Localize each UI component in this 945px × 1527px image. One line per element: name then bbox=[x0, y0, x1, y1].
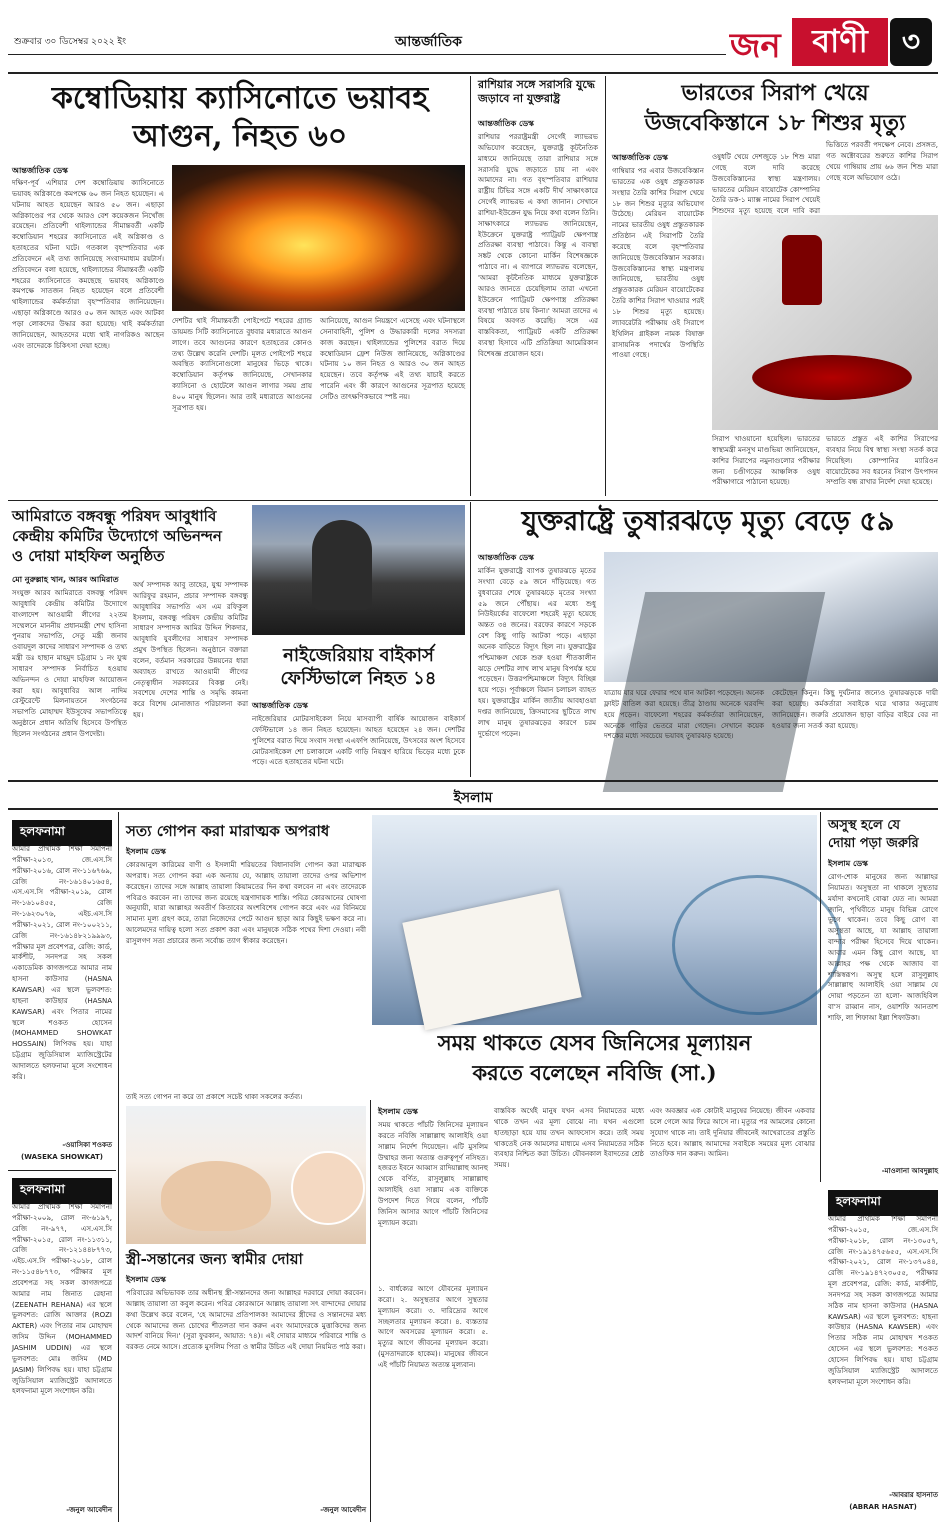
sick-sign: -মাওলানা আবদুল্লাহ bbox=[881, 1167, 938, 1175]
header-rule bbox=[8, 54, 726, 55]
affidavit-1-body: আমার প্রাথমিক শিক্ষা সমাপনী পরীক্ষা-২০১৩, জে.এস.সি পরীক্ষা-২০১৬, রোল নং-১১৬৭৬৯, রেজি নং-১৬১৪০১৬৫৪, এস.এস.সি পরীক্ষা-২০১৯, রোল নং-১৬১০৪৫৫, রেজি নং-১৬২৩০৭৬, এইচ.এস.সি পরীক্ষা-২০২১, রোল নং-১০০২১১, রেজি নং-১৬১৪৮২১৯৯৯৩, পরীক্ষার মূল প্রবেশপত্র, রেজি: কার্ড, মার্কশীট, সনদপত্র সহ সকল একাডেমিক কাগজপত্রে আমার নাম হাসনা কাউসার (HASNA KAWSAR) এর স্থলে ভুলবশত: হাছনা কাউছার (HASNA KAWSAR) এবং পিতার নামের স্থলে শওকত হোসেন (MOHAMMED SHOWKAT HOSSAIN) লিপিবদ্ধ হয়। যাহা চট্টগ্রাম জুডিসিয়াল ম্যাজিস্ট্রেটের আদালতে হলফনামা মূলে সংশোধন করি। bbox=[12, 845, 112, 1081]
column-rule bbox=[470, 76, 471, 496]
usa-headline: যুক্তরাষ্ট্রে তুষারঝড়ে মৃত্যু বেড়ে ৫৯ bbox=[521, 506, 895, 537]
affidavit-3-sign-en: (ABRAR HASNAT) bbox=[849, 1503, 917, 1511]
cambodia-body-left: দক্ষিণ-পূর্ব এশিয়ার দেশ কম্বোডিয়ায় ক্যাসিনোতে ভয়াবহ অগ্নিকাণ্ডে কমপক্ষে ৬০ জন নিহত হয়েছেন। এ ঘটনায় আহত হয়েছেন আরও ৫০ জন। এছাড়া অগ্নিকাণ্ডের পর থেকে আরও বেশ কয়েকজন নিখোঁজ রয়েছেন। প্রতিবেশী থাইল্যান্ডের সীমান্তবর্তী একটি কম্বোডিয়ান শহরের ক্যাসিনোতে এই অগ্নিকাণ্ড ও হতাহতের ঘটনা ঘটে। গতকাল বৃহস্পতিবার এক প্রতিবেদনে এই তথ্য জানিয়েছে সংবাদমাধ্যম রয়টার্স। প্রতিবেদনে বলা হয়েছে, থাইল্যান্ডের সীমান্তবর্তী একটি শহরের ক্যাসিনোতে কমছেছে ভয়াবহ অগ্নিকাণ্ডে কমপক্ষে সাতজন নিহত হয়েছেন বলে প্রতিবেশী থাইল্যান্ডের কর্মকর্তারা বৃহস্পতিবার জানিয়েছেন। এছাড়া অগ্নিকাণ্ডে আরও ৫০ জন আহত এবং আটকা পড়া লোকদের উদ্ধার করা হয়েছে। থাই কর্মকর্তারা জানিয়েছেন, আহতদের মধ্যে থাই নাগরিকও আছেন এবং তাদেরকে চিকিৎসা দেয়া হচ্ছে। bbox=[12, 179, 164, 350]
cambodia-byline: আন্তর্জাতিক ডেস্ক bbox=[12, 166, 68, 175]
hadith-byline: ইসলাম ডেস্ক bbox=[378, 1107, 418, 1116]
syrup-body-bottom-1: সিরাপ খাওয়ানো হয়েছিল। ভারতের স্বাস্থ্যমন্ত্রী মনসুখ মাণ্ডভিয়া জানিয়েছেন, কাশির সিরাপের নমুনাগুলোর পরীক্ষার জন্য চণ্ডীগড়ের আঞ্চলিক ওষুধ পরীক্ষাগারে পাঠানো হয়েছে। bbox=[712, 435, 820, 487]
calligraphy-emblem bbox=[672, 875, 842, 1015]
syrup-headline-2: উজবেকিস্তানে ১৮ শিশুর মৃত্যু bbox=[644, 110, 906, 136]
logo-left-text: জন bbox=[730, 26, 781, 66]
usa-body-mid: যাত্রায় যার ঘরে ফেরার পথে যান আটকা পড়েছেন। অনেক ফ্লাইট বাতিল করা হয়েছে। তীব্র ঠাণ্ডায় অনেকে ঘরবন্দি হয়ে পড়েন। বাফেলো শহরের কর্মকর্তারা জানিয়েছেন, অনেকে গাড়ির ভেতরে মারা গেছেন। সেখানে কয়েক দশকের মধ্যে সবচেয়ে ভয়াবহ তুষারঝড় হয়েছে। bbox=[604, 689, 764, 741]
sick-headline-2: দোয়া পড়া জরুরি bbox=[828, 836, 919, 851]
column-rule bbox=[370, 1100, 371, 1522]
wife-body: পরিবারের অভিভাবক তার অধীনস্থ স্ত্রী-সন্তানদের জন্য আল্লাহর দরবারে দোয়া করবেন। আল্লাহ তায়ালা তা কবুল করেন। পবিত্র কোরআনে আল্লাহ তায়ালা সৎ বান্দাদের দোয়ার কথা উল্লেখ করে বলেন, 'হে আমাদের প্রতিপালক! আমাদের স্ত্রীদের ও সন্তানদের মধ্য থেকে আমাদের জন্য চোখের শীতলতা দান করুন এবং আমাদেরকে মুত্তাকিদের জন্য আদর্শ বানিয়ে দিন।' (সুরা ফুরকান, আয়াত: ৭৪)। এই দোয়ার মাধ্যমে পরিবারে শান্তি ও বরকত নেমে আসে। প্রত্যেক মুসলিম পিতা ও স্বামীর উচিত এই দোয়া নিয়মিত পাঠ করা। bbox=[126, 1289, 366, 1352]
usa-body-right: কেটেছেন কিনুন। কিছু দুর্ঘটনার জন্যেও তুষারঝড়কে দায়ী করা হয়েছে। কর্মকর্তারা সবাইকে ঘরে থাকার অনুরোধ জানিয়েছেন। জরুরি প্রয়োজন ছাড়া বাড়ির বাইরে বের না হওয়ার জন্য সতর্ক করা হয়েছে। bbox=[772, 689, 938, 730]
newspaper-logo[interactable] bbox=[730, 18, 930, 68]
sick-body: রোগ-শোক মানুষের জন্য আল্লাহর নিয়ামত। অসুস্থতা না থাকলে সুস্থতার মর্যাদা কখনোই বোঝা যেত না। আমরা জানি, পৃথিবীতে মানুষ বিভিন্ন রোগে ভুগে থাকেন। তবে কিছু রোগ বা অসুস্থতা আছে, যা আল্লাহ তায়ালা বান্দার পরীক্ষা হিসেবে দিয়ে থাকেন। আবার এমন কিছু রোগ আছে, যা আল্লাহর পক্ষ থেকে আজাব বা শাস্তিস্বরূপ। অসুস্থ হলে রাসুলুল্লাহ সাল্লাল্লাহু আলাইহি ওয়া সাল্লাম যে দোয়া পড়তেন তা হলো- আজহিবিল বা'স রাব্বান নাস, ওয়াশফি আনতাশ শাফি, লা শিফাআ ইল্লা শিফাউকা। bbox=[828, 873, 938, 1022]
truth-body: কোরআনুল কারিমের বাণী ও ইসলামী শরিয়তের বিধানাবলি গোপন করা মারাত্মক অপরাধ। সত্য গোপন করা এক অন্যায় যে, আল্লাহ তায়ালা তাদের ওপর অভিশাপ করেছেন। তাদের সঙ্গে আল্লাহ তায়ালা কিয়ামতের দিন কথা বলবেন না এবং তাদেরকে পবিত্রও করবেন না। তাদের জন্য রয়েছে যন্ত্রণাদায়ক শাস্তি। পবিত্র কোরআনের ঘোষণা অনুযায়ী, যারা আল্লাহর অবতীর্ণ কিতাবের অংশবিশেষ গোপন করে এবং এর বিনিময়ে সামান্য মূল্য গ্রহণ করে, তারা নিজেদের পেটে আগুন ছাড়া আর কিছুই ভক্ষণ করে না। আলেমদের দায়িত্ব হলো সত্য প্রকাশ করা এবং মানুষকে সঠিক পথের দিশা দেওয়া। নবী রাসুলগণ সত্য প্রচারের জন্য সর্বোচ্চ ত্যাগ স্বীকার করেছেন। bbox=[126, 861, 366, 945]
syrup-body-right: ভিত্তিতে পরবর্তী পদক্ষেপ নেবে। প্রসঙ্গত, গত অক্টোবরের শুরুতে কাশির সিরাপ খেয়ে গাম্বিয়ায় প্রায় ৬৬ জন শিশু মারা গেছে বলে অভিযোগ ওঠে। bbox=[826, 141, 938, 182]
abudhabi-headline-1: আমিরাতে বঙ্গবন্ধু পরিষদ আবুধাবি bbox=[12, 507, 217, 525]
affidavit-3-body: আমার প্রাথমিক শিক্ষা সমাপনী পরীক্ষা-২০১৫, জে.এস.সি পরীক্ষা-২০১৮, রোল নং-১৩০৫৭, রেজি নং-১৯১৪৭৫৬৫৫, এস.এস.সি পরীক্ষা-২০২১, রোল নং-১৩৭০৪৪, রেজি নং-১৯১৪৭২৩০৫৫, পরীক্ষার মূল প্রবেশপত্র, রেজি: কার্ড, মার্কশীট, সনদপত্র সহ সকল কাগজপত্রে আমার সঠিক নাম হাসনা কাউসার (HASNA KAWSAR) এর স্থলে ভুলবশত: হাছনা কাউছার (HASNA KAWSER) এবং পিতার সঠিক নাম মোহাম্মদ শওকত হোসেন এর স্থলে ভুলবশত: শওকত হোসেন লিপিবদ্ধ হয়। যাহা চট্টগ্রাম জুডিসিয়াল ম্যাজিস্ট্রেট আদালতে হলফনামা মূলে সংশোধন করি। bbox=[828, 1215, 938, 1386]
cambodia-body-mid: দেশটির থাই সীমান্তবর্তী পোইপেটে শহরের গ্র্যান্ড ডায়মন্ড সিটি ক্যাসিনোতে বুধবার মধ্যরাতে আগুন লাগে। তবে আগুনের কারণে হতাহতের কোনও তথ্য উল্লেখ করেনি দেশটি। মূলত পোইপেট শহরে অবস্থিত ক্যাসিনোগুলো মানুষের ভিড়ে থাকে। কম্বোডিয়ান কর্তৃপক্ষ জানিয়েছে, সেখানকার ক্যাসিনো ও হোটেলে আগুন লাগার সময় প্রায় ৪০০ মানুষ ছিলেন। আর তাই মধ্যরাতে আগুনের সূত্রপাত হয়। bbox=[172, 317, 312, 412]
russia-byline: আন্তর্জাতিক ডেস্ক bbox=[478, 119, 534, 128]
affidavit-1-sign: -ওয়াসিকা শওকত bbox=[62, 1141, 112, 1149]
issue-date: শুক্রবার ৩০ ডিসেম্বর ২০২২ ইং bbox=[14, 37, 126, 47]
column-rule bbox=[470, 502, 471, 777]
praying-hands-photo bbox=[126, 1106, 366, 1244]
affidavit-3-title: হলফনামা bbox=[828, 1190, 938, 1216]
syrup-byline: আন্তর্জাতিক ডেস্ক bbox=[612, 153, 668, 162]
nigeria-headline-2: ফেস্টিভালে নিহত ১৪ bbox=[280, 668, 437, 689]
truth-tail: তাই সত্য গোপন না করে তা প্রকাশে সচেষ্ট থাকা সকলের কর্তব্য। bbox=[126, 1093, 303, 1101]
cambodia-fire-photo bbox=[172, 165, 465, 311]
syrup-body-bottom-2: ভারতে প্রস্তুত এই কাশির সিরাপের ব্যবহার নিয়ে বিশ্ব স্বাস্থ্য সংস্থা সতর্ক করে দিয়েছিল। কোম্পানির ম্যারিওন বায়োটেকের সব ধরনের সিরাপ উৎপাদন সম্প্রতি বন্ধ রাখার নির্দেশ দেয়া হয়েছে। bbox=[826, 435, 938, 487]
cambodia-headline-1: কম্বোডিয়ায় ক্যাসিনোতে ভয়াবহ bbox=[51, 81, 429, 116]
header-rule-bottom bbox=[8, 72, 938, 74]
sick-headline-1: অসুস্থ হলে যে bbox=[828, 818, 901, 833]
truth-byline: ইসলাম ডেস্ক bbox=[126, 847, 166, 856]
wife-headline: স্ত্রী-সন্তানের জন্য স্বামীর দোয়া bbox=[126, 1250, 303, 1268]
syrup-body-mid: ওষুধটি খেয়ে দেশজুড়ে ১৮ শিশু মারা গেছে বলে দাবি করেছে উজবেকিস্তানের স্বাস্থ্য মন্ত্রণালয়। ভারতের মেরিয়ন বায়োটেক কোম্পানির তৈরি ডক-১ ম্যাক্স নামের সিরাপ খেয়েই শিশুদের মৃত্যু হয়েছে বলে দাবি করা bbox=[712, 153, 820, 216]
row-rule bbox=[8, 500, 938, 501]
page-number: ৩ bbox=[890, 18, 932, 66]
affidavit-1-title: হলফনামা bbox=[12, 820, 112, 846]
syrup-spoon-photo bbox=[712, 215, 938, 430]
hadith-headline-1: সময় থাকতে যেসব জিনিসের মূল্যায়ন bbox=[437, 1030, 752, 1055]
hadith-body-4: এবং অবজ্ঞার এক কোটাই মানুষের নিয়েছে। জীবন একবার চলে গেলে আর ফিরে আসে না। মৃত্যুর পর আমলের কোনো সুযোগ থাকে না। তাই দুনিয়ার জীবনেই আখেরাতের প্রস্তুতি নিতে হবে। আল্লাহ আমাদের সবাইকে সময়ের মূল্য বোঝার তাওফিক দান করুন। আমিন। bbox=[650, 1107, 815, 1159]
affidavit-1-sign-en: (WASEKA SHOWKAT) bbox=[21, 1153, 103, 1161]
abudhabi-headline-3: ও দোয়া মাহফিল অনুষ্ঠিত bbox=[12, 547, 165, 565]
affidavit-2-body: আমার প্রাথমিক শিক্ষা সমাপনী পরীক্ষা-২০০৯, রোল নং-৬১৯৭, রেজি নং-৯৭৭, এস.এস.সি পরীক্ষা-২০১৫, রোল নং-১১৩১১, রেজি নং-১২১৪৪৮৭৭৩, এইচ.এস.সি পরীক্ষা-২০১৮, রোল নং-১১৫৪৮৭৭৩, পরীক্ষার মূল প্রবেশপত্র সহ সকল কাগজপত্রে আমার নাম জিনাত রেহানা (ZEENATH REHANA) এর স্থলে ভুলবশত: রোজি আক্তার (ROZI AKTER) এবং পিতার নাম মোহাম্মদ জসিম উদ্দিন (MOHAMMED JASHIM UDDIN) এর স্থলে ভুলবশত: মোঃ জসিম (MD JASIM) লিপিবদ্ধ হয়। যাহা চট্টগ্রাম জুডিসিয়াল ম্যাজিস্ট্রেট আদালতে হলফনামা মূলে সংশোধন করি। bbox=[12, 1203, 112, 1396]
nigeria-body-left: নাইজেরিয়ার মোটরসাইকেল নিয়ে মাসব্যাপী বার্ষিক আয়োজন বাইকার্স ফেস্টিভালে ১৪ জন নিহত হয়েছেন। আহত হয়েছেন ২৪ জন। দেশটির পুলিশের বরাত দিয়ে সংবাদ সংস্থা এএফপি জানিয়েছে, উৎসবের অংশ হিসেবে মোটরসাইকেল শো চলাকালে একটি গাড়ি নিয়ন্ত্রণ হারিয়ে ভিড়ের মধ্যে ঢুকে পড়ে। এতে হতাহতের ঘটনা ঘটে। bbox=[252, 715, 465, 767]
box-rule bbox=[8, 1170, 116, 1171]
affidavit-2-sign: -জনুল আবেদীন bbox=[66, 1506, 112, 1514]
russia-body: রাশিয়ার পররাষ্ট্রমন্ত্রী সের্গেই ল্যাভরভ অভিযোগ করেছেন, যুক্তরাষ্ট্র কূটনৈতিক মাধ্যমে জানিয়েছে তারা রাশিয়ার সঙ্গে সরাসরি যুদ্ধে জড়াতে চায় না এবং আমাদের না। গত বৃহস্পতিবার রাশিয়ার রাষ্ট্রীয় টিভির সঙ্গে একটি দীর্ঘ সাক্ষাৎকারে সের্গেই ল্যাভরভ এ কথা জানান। সেখানে রাশিয়া-ইউক্রেন যুদ্ধ নিয়ে কথা বলেন তিনি। সাক্ষাৎকারে ল্যাভরভ জানিয়েছেন, ইউক্রেনে যুক্তরাষ্ট্র প্যাট্রিয়ট ক্ষেপণাস্ত্র প্রতিরক্ষা ব্যবস্থা পাঠাবে। কিন্তু এ ব্যবস্থা সঙ্কট থেকে কোনো মার্কিন বিশেষজ্ঞকে পাঠাবে না। এ ব্যাপারে ল্যাভরভ বলেছেন, 'আমরা কূটনৈতিক মাধ্যমে যুক্তরাষ্ট্রকে আরও জানতে চেয়েছিলাম তারা এখনো ইউক্রেনে প্যাট্রিয়ট ক্ষেপণাস্ত্র প্রতিরক্ষা ব্যবস্থা পাঠাতে চায় কিনা।' আমরা তাদের এ বিষয়ে অবগত করেছি। সঙ্গে এর বাস্তবিকতা, প্যাট্রিয়ট একটি প্রতিরক্ষা ব্যবস্থা হিসাবে এটি প্রতিক্রিয়া আমেরিকান বিশেষজ্ঞ প্রয়োজন হবে। bbox=[478, 133, 598, 358]
hadith-body-2: ১. বার্ধক্যের আগে যৌবনের মূল্যায়ন করো। ২. অসুস্থতার আগে সুস্থতার মূল্যায়ন করো। ৩. দারিদ্র্যের আগে সচ্ছলতার মূল্যায়ন করো। ৪. ব্যস্ততার আগে অবসরের মূল্যায়ন করো। ৫. মৃত্যুর আগে জীবনের মূল্যায়ন করো। (মুসতাদরাকে হাকেম)। মানুষের জীবনে এই পাঁচটি নিয়ামত অত্যন্ত মূল্যবান। bbox=[378, 1285, 488, 1369]
nigeria-byline: আন্তর্জাতিক ডেস্ক bbox=[252, 701, 308, 710]
islam-section-label: ইসলাম bbox=[453, 790, 493, 806]
islam-section-band bbox=[8, 782, 938, 808]
hadith-headline-2: করতে বলেছেন নবিজি (সা.) bbox=[472, 1060, 717, 1085]
affidavit-2-title: হলফনামা bbox=[12, 1178, 112, 1204]
section-rule-bottom bbox=[8, 808, 938, 810]
truth-headline: সত্য গোপন করা মারাত্মক অপরাধ bbox=[126, 822, 330, 840]
column-rule bbox=[118, 812, 119, 1522]
hadith-body-3: বাস্তবিক অর্থেই মানুষ যখন এসব নিয়ামতের মধ্যে থাকে তখন এর মূল্য বোঝে না। যখন এগুলো হাতছাড়া হয়ে যায় তখন আফসোস করে। তাই সময় থাকতেই নেক আমলের মাধ্যমে এসব নিয়ামতের সঠিক ব্যবহার নিশ্চিত করা উচিত। যৌবনকাল ইবাদতের শ্রেষ্ঠ সময়। bbox=[494, 1107, 644, 1170]
usa-snow-photo bbox=[604, 552, 938, 682]
abudhabi-headline-2: কেন্দ্রীয় কমিটির উদ্যোগে অভিনন্দন bbox=[12, 527, 222, 545]
syrup-headline-1: ভারতের সিরাপ খেয়ে bbox=[681, 80, 869, 106]
wife-byline: ইসলাম ডেস্ক bbox=[126, 1275, 166, 1284]
sick-byline: ইসলাম ডেস্ক bbox=[828, 859, 868, 868]
syrup-body-left: গাম্বিয়ার পর এবার উজবেকিস্তান ভারতের এক ওষুধ প্রস্তুতকারক সংস্থার তৈরি কাশির সিরাপ খেয়ে ১৮ জন শিশুর মৃত্যুর অভিযোগ উঠেছে। মেরিয়ন বায়োটেক নামের ভারতীয় ওষুধ প্রস্তুতকারক প্রতিষ্ঠান এই সিরাপটি তৈরি করেছে বলে বৃহস্পতিবার জানিয়েছে উজবেকিস্তান সরকার। উজবেকিস্তানের স্বাস্থ্য মন্ত্রণালয় জানিয়েছে, ভারতীয় ওষুধ প্রস্তুতকারক মেরিয়ন বায়োটেকের তৈরি কাশির সিরাপ খাওয়ার পরই ১৮ শিশুর মৃত্যু হয়েছে। ল্যাবরেটরি পরীক্ষায় ওই সিরাপে ইথিলিন গ্লাইকল নামক বিষাক্ত রাসায়নিক পদার্থের উপস্থিতি পাওয়া গেছে। bbox=[612, 167, 704, 360]
abudhabi-body-left: সংযুক্ত আরব আমিরাতে বঙ্গবন্ধু পরিষদ আবুধাবি কেন্দ্রীয় কমিটির উদ্যোগে বাংলাদেশ আওয়ামী লীগের ২২তম সম্মেলনে মাননীয় প্রধানমন্ত্রী শেখ হাসিনা পুনরায় সভাপতি, সেতু মন্ত্রী জনাব ওবায়দুল কাদের সাধারণ সম্পাদক ও তথ্য মন্ত্রী ডঃ হাছান মাহমুদ চট্টগ্রাম ১ নং যুগ্ম সাধারণ সম্পাদক নির্বাচিত হওয়ায় অভিনন্দন ও দোয়া মাহফিল আয়োজন করা হয়। আবুধাবির আল নাদিম রেস্টুরেন্টে মিলনায়তনে সংগঠনের সভাপতি মোহাম্মদ ইউসুফের সভাপতিত্বে অনুষ্ঠানে প্রধান অতিথি হিসেবে উপস্থিত ছিলেন সংগঠনের প্রধান উপদেষ্টা। bbox=[12, 589, 127, 738]
wife-sign: -জনুল আবেদীন bbox=[320, 1506, 366, 1514]
usa-byline: আন্তর্জাতিক ডেস্ক bbox=[478, 553, 534, 562]
abudhabi-byline: মো নুরুল্লাহ খান, আরব আমিরাত bbox=[12, 575, 119, 584]
cambodia-body-right: আনিয়েছে, আগুন নিয়ন্ত্রণে এসেছে এবং ঘটনাস্থলে সেনাবাহিনী, পুলিশ ও উদ্ধারকারী দলের সদস্যরা কাজ করছেন। থাইল্যান্ডের পুলিশের বরাত দিয়ে কম্বোডিয়ান ফ্রেশ নিউজ জানিয়েছে, অগ্নিকাণ্ডের ঘটনায় ১০ জন নিহত ও আরও ৩০ জন আহত হয়েছেন। তবে কর্তৃপক্ষ এই তথ্য যাচাই করতে পারেনি এবং কী কারণে আগুনের সূত্রপাত হয়েছে সেটিও তাৎক্ষণিকভাবে স্পষ্ট নয়। bbox=[320, 317, 465, 401]
affidavit-3-sign: -আবরার হাসনাত bbox=[889, 1491, 938, 1499]
section-title: আন্তর্জাতিক bbox=[395, 34, 462, 50]
russia-headline: রাশিয়ার সঙ্গে সরাসরি যুদ্ধে জড়াবে না যুক্তরাষ্ট্র bbox=[478, 78, 595, 105]
quran-calligraphy-photo bbox=[372, 815, 817, 1025]
usa-body-left: মার্কিন যুক্তরাষ্ট্রে ব্যাপক তুষারঝড়ে মৃতের সংখ্যা বেড়ে ৫৯ জনে দাঁড়িয়েছে। গত বুধবারের শেষে তুষারঝড়ে মৃতের সংখ্যা ৫৯ জনে পৌঁছায়। এর মধ্যে শুধু নিউইয়র্কের বাফেলো শহরেই মৃত্যু হয়েছে অন্তত ৩৪ জনের। বরফের কারণে সড়কে বেশ কিছু গাড়ি আটকা পড়ে। এছাড়া অনেক বাড়িতে বিদ্যুৎ ছিল না। যুক্তরাষ্ট্রের পশ্চিমাঞ্চল থেকে শুরু হওয়া শীতকালীন ঝড়ে দেশটির লাখ লাখ মানুষ বিপর্যস্ত হয়ে পড়েছেন। উত্তরপশ্চিমাঞ্চলে বিদ্যুৎ বিচ্ছিন্ন হয়ে পড়ে। পূর্বাঞ্চলে বিমান চলাচল ব্যাহত হয়। যুক্তরাষ্ট্রের মার্কিন জাতীয় আবহাওয়া দপ্তর জানিয়েছে, ক্রিসমাসের ছুটিতে লাখ লাখ মানুষ তুষারঝড়ের কারণে চরম দুর্ভোগে পড়েন। bbox=[478, 567, 596, 738]
column-rule bbox=[605, 76, 606, 496]
abudhabi-body-right: অর্থ সম্পাদক আবু তাহের, যুগ্ম সম্পাদক আরিফুর রহমান, প্রচার সম্পাদক বঙ্গবন্ধু আবুধাবির সভাপতি এস এম রফিকুল ইসলাম, বঙ্গবন্ধু পরিষদ কেন্দ্রীয় কমিটির সাধারণ সম্পাদক আমির উদ্দিন শিকদার, আবুধাবি যুবলীগের সাধারণ সম্পাদক প্রমুখ উপস্থিত ছিলেন। অনুষ্ঠানে বক্তারা বলেন, বর্তমান সরকারের উন্নয়নের ধারা অব্যাহত রাখতে আওয়ামী লীগের নেতৃত্বাধীন সরকারের বিকল্প নেই। সবশেষে দেশের শান্তি ও সমৃদ্ধি কামনা করে বিশেষ মোনাজাত পরিচালনা করা হয়। bbox=[133, 581, 248, 720]
cambodia-headline-2: আগুন, নিহত ৬০ bbox=[132, 119, 348, 154]
nigeria-bikers-photo bbox=[252, 505, 465, 635]
column-rule bbox=[820, 812, 821, 1182]
hadith-body-1: সময় থাকতে পাঁচটি জিনিসের মূল্যায়ন করতে নবিজি সাল্লাল্লাহু আলাইহি ওয়া সাল্লাম নির্দেশ দিয়েছেন। এটি মুসলিম উম্মাহর জন্য অত্যন্ত গুরুত্বপূর্ণ নসিহত। হজরত ইবনে আব্বাস রাদিয়াল্লাহু আনহু থেকে বর্ণিত, রাসুলুল্লাহ সাল্লাল্লাহু আলাইহি ওয়া সাল্লাম এক ব্যক্তিকে উপদেশ দিতে গিয়ে বলেন, পাঁচটি জিনিস আসার আগে পাঁচটি জিনিসের মূল্যায়ন করো। bbox=[378, 1121, 488, 1227]
nigeria-headline-1: নাইজেরিয়ায় বাইকার্স bbox=[283, 645, 434, 666]
logo-right-text: বাণী bbox=[792, 18, 888, 66]
